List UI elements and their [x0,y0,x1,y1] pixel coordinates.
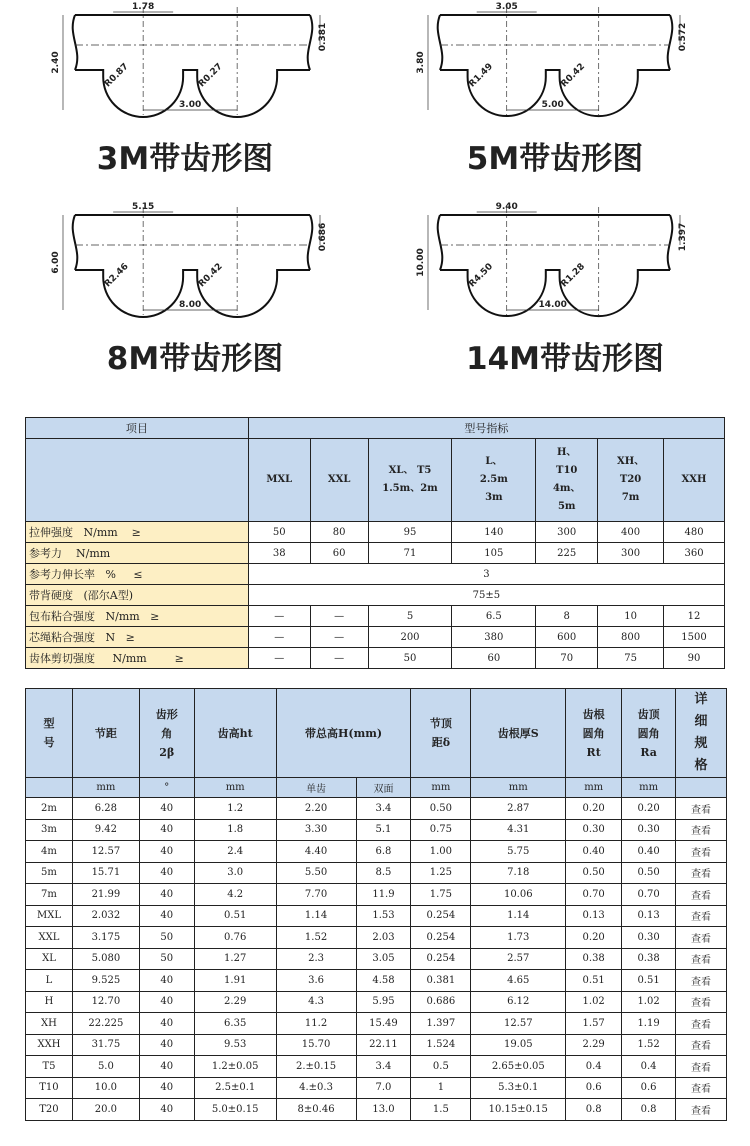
value-cell: 0.254 [411,905,471,927]
view-details-link[interactable]: 查看 [676,841,727,863]
value-cell: 3.05 [356,948,411,970]
value-cell: 40 [139,1056,194,1078]
value-cell: 15.49 [356,1013,411,1035]
value-cell: 1.25 [411,862,471,884]
value-cell: 9.53 [194,1034,276,1056]
spec-value: 140 [452,522,536,543]
value-cell: 4.58 [356,970,411,992]
model-column-header: XXH [664,439,725,522]
top-dimension-label: 3.05 [495,2,518,12]
table-row [26,884,727,906]
value-cell: 22.225 [72,1013,139,1035]
view-details-link[interactable]: 查看 [676,819,727,841]
value-cell: 1.397 [411,1013,471,1035]
model-cell: 3m [26,819,73,841]
spec-value: 5 [368,606,452,627]
value-cell: 4.40 [276,841,356,863]
spec-table [25,417,725,669]
value-cell: 5.0±0.15 [194,1099,276,1121]
value-cell: 1.19 [622,1013,676,1035]
value-cell: 40 [139,884,194,906]
dimension-table [25,688,727,1121]
tip-radius-label: R0.27 [196,61,225,90]
model-cell: T10 [26,1077,73,1099]
root-radius-label: R1.49 [467,61,496,90]
spec-value: — [310,606,368,627]
spec-value: 8 [536,606,598,627]
top-dimension-label: 5.15 [132,202,155,212]
value-cell: 0.30 [566,819,622,841]
model-cell: T20 [26,1099,73,1121]
value-cell: 11.2 [276,1013,356,1035]
header-root-thickness: 齿根厚S [471,689,566,778]
view-details-link[interactable]: 查看 [676,991,727,1013]
header-blank [26,439,249,522]
table-row [26,1099,727,1121]
spec-row-label: 参考力伸长率 % ≤ [26,564,249,585]
value-cell: 12.70 [72,991,139,1013]
header-model: 型号指标 [248,418,724,439]
value-cell: 0.40 [622,841,676,863]
view-details-link[interactable]: 查看 [676,884,727,906]
value-cell: 1.8 [194,819,276,841]
pitch-label: 8.00 [179,300,202,310]
value-cell: 2.4 [194,841,276,863]
value-cell: 0.70 [622,884,676,906]
spec-value: 60 [310,543,368,564]
value-cell: 5.1 [356,819,411,841]
model-column-header: XXL [310,439,368,522]
spec-row [26,606,725,627]
value-cell: 0.254 [411,948,471,970]
value-cell: 40 [139,862,194,884]
model-cell: H [26,991,73,1013]
header-model: 型 号 [26,689,73,778]
value-cell: 9.525 [72,970,139,992]
value-cell: 50 [139,948,194,970]
pitch-label: 3.00 [179,100,202,110]
value-cell: 40 [139,905,194,927]
value-cell: 2.5±0.1 [194,1077,276,1099]
table-row [26,1013,727,1035]
value-cell: 2.87 [471,798,566,820]
value-cell: 6.35 [194,1013,276,1035]
model-column-header: H、 T10 4m、 5m [536,439,598,522]
spec-value: 800 [598,627,664,648]
caption-14m: 14M带齿形图 [466,341,664,377]
spec-value: 50 [248,522,310,543]
value-cell: 5.0 [72,1056,139,1078]
spec-row [26,648,725,669]
spec-value: 95 [368,522,452,543]
value-cell: 1.02 [566,991,622,1013]
spec-row-label: 芯绳粘合强度 N ≥ [26,627,249,648]
value-cell: 1.524 [411,1034,471,1056]
model-cell: 2m [26,798,73,820]
value-cell: 0.20 [566,927,622,949]
value-cell: 0.8 [622,1099,676,1121]
header-total-height: 带总高H(mm) [276,689,411,778]
value-cell: 10.15±0.15 [471,1099,566,1121]
table-row [26,1056,727,1078]
value-cell: 13.0 [356,1099,411,1121]
value-cell: 1.5 [411,1099,471,1121]
table-row [26,841,727,863]
value-cell: 0.20 [566,798,622,820]
header-item: 项目 [26,418,249,439]
value-cell: 0.30 [622,819,676,841]
value-cell: 0.5 [411,1056,471,1078]
model-cell: T5 [26,1056,73,1078]
value-cell: 3.6 [276,970,356,992]
value-cell: 4.31 [471,819,566,841]
value-cell: 3.4 [356,1056,411,1078]
spec-value: — [310,627,368,648]
spec-value: 105 [452,543,536,564]
spec-value: 71 [368,543,452,564]
value-cell: 5.080 [72,948,139,970]
value-cell: 4.65 [471,970,566,992]
model-cell: MXL [26,905,73,927]
view-details-link[interactable]: 查看 [676,1034,727,1056]
model-cell: 5m [26,862,73,884]
value-cell: 40 [139,819,194,841]
table-row [26,798,727,820]
value-cell: 4.3 [276,991,356,1013]
value-cell: 3.30 [276,819,356,841]
value-cell: 40 [139,1034,194,1056]
view-details-link[interactable]: 查看 [676,1099,727,1121]
model-column-header: MXL [248,439,310,522]
value-cell: 0.76 [194,927,276,949]
value-cell: 1.52 [276,927,356,949]
value-cell: 6.8 [356,841,411,863]
header-tooth-height: 齿高ht [194,689,276,778]
view-details-link[interactable]: 查看 [676,1056,727,1078]
value-cell: 10.06 [471,884,566,906]
value-cell: 21.99 [72,884,139,906]
value-cell: 0.50 [566,862,622,884]
value-cell: 4.2 [194,884,276,906]
tip-radius-label: R1.28 [559,261,588,290]
value-cell: 1.14 [276,905,356,927]
table-row [26,905,727,927]
view-details-link[interactable]: 查看 [676,927,727,949]
spec-row [26,627,725,648]
spec-value: 10 [598,606,664,627]
value-cell: 0.30 [622,927,676,949]
value-cell: 11.9 [356,884,411,906]
value-cell: 40 [139,798,194,820]
caption-3m: 3M带齿形图 [96,141,274,177]
value-cell: 19.05 [471,1034,566,1056]
model-cell: 7m [26,884,73,906]
table-row [26,927,727,949]
value-cell: 0.4 [566,1056,622,1078]
spec-row [26,564,725,585]
value-cell: 40 [139,1077,194,1099]
value-cell: 40 [139,841,194,863]
header-root-radius: 齿根 圆角 Rt [566,689,622,778]
value-cell: 7.0 [356,1077,411,1099]
value-cell: 0.40 [566,841,622,863]
value-cell: 31.75 [72,1034,139,1056]
table-row [26,1077,727,1099]
value-cell: 2.57 [471,948,566,970]
root-radius-label: R0.87 [102,61,131,90]
unit-pitch-line: mm [411,778,471,798]
value-cell: 0.51 [194,905,276,927]
spec-value: 12 [664,606,725,627]
spec-row-label: 带背硬度 (邵尔A型) [26,585,249,606]
land-label: 0.381 [318,22,328,52]
value-cell: 0.70 [566,884,622,906]
unit-tooth-height: mm [194,778,276,798]
value-cell: 2.20 [276,798,356,820]
spec-value: 300 [536,522,598,543]
header-angle: 齿形 角 2β [139,689,194,778]
spec-value: 225 [536,543,598,564]
top-dimension-label: 9.40 [495,202,518,212]
header-pitch-line: 节顶 距δ [411,689,471,778]
spec-value: 480 [664,522,725,543]
value-cell: 0.50 [622,862,676,884]
value-cell: 0.38 [622,948,676,970]
value-cell: 0.686 [411,991,471,1013]
value-cell: 5.50 [276,862,356,884]
spec-value: 600 [536,627,598,648]
table-row [26,862,727,884]
root-radius-label: R2.46 [102,261,131,290]
value-cell: 0.75 [411,819,471,841]
value-cell: 0.8 [566,1099,622,1121]
caption-5m: 5M带齿形图 [466,141,644,177]
land-label: 0.686 [318,222,328,252]
value-cell: 2.03 [356,927,411,949]
value-cell: 2.±0.15 [276,1056,356,1078]
value-cell: 1.2±0.05 [194,1056,276,1078]
value-cell: 8.5 [356,862,411,884]
value-cell: 0.51 [622,970,676,992]
value-cell: 0.381 [411,970,471,992]
value-cell: 1.27 [194,948,276,970]
caption-8m: 8M带齿形图 [106,341,284,377]
value-cell: 3.4 [356,798,411,820]
spec-value: — [310,648,368,669]
tip-radius-label: R0.42 [196,261,225,290]
value-cell: 50 [139,927,194,949]
value-cell: 0.6 [622,1077,676,1099]
model-cell: 4m [26,841,73,863]
value-cell: 0.4 [622,1056,676,1078]
spec-value: 400 [598,522,664,543]
value-cell: 5.75 [471,841,566,863]
value-cell: 5.95 [356,991,411,1013]
value-cell: 4.±0.3 [276,1077,356,1099]
table-row [26,819,727,841]
value-cell: 2.29 [194,991,276,1013]
value-cell: 0.254 [411,927,471,949]
tooth-profiles [0,0,750,400]
value-cell: 15.70 [276,1034,356,1056]
land-label: 0.572 [678,22,688,52]
value-cell: 15.71 [72,862,139,884]
land-label: 1.397 [678,222,688,252]
value-cell: 2.032 [72,905,139,927]
height-label: 6.00 [51,251,61,274]
spec-value: 200 [368,627,452,648]
spec-value: — [248,648,310,669]
table-row [26,991,727,1013]
spec-row [26,522,725,543]
spec-row-label: 参考力 N/mm [26,543,249,564]
header-pitch: 节距 [72,689,139,778]
unit-double: 双面 [356,778,411,798]
value-cell: 3.175 [72,927,139,949]
value-cell: 22.11 [356,1034,411,1056]
spec-value: — [248,627,310,648]
unit-angle: ° [139,778,194,798]
spec-value: 60 [452,648,536,669]
spec-value: 380 [452,627,536,648]
value-cell: 0.6 [566,1077,622,1099]
value-cell: 1.52 [622,1034,676,1056]
unit-pitch: mm [72,778,139,798]
unit-root-thickness: mm [471,778,566,798]
spec-value: 75 [598,648,664,669]
view-details-link[interactable]: 查看 [676,905,727,927]
table-row [26,1034,727,1056]
model-column-header: XH、 T20 7m [598,439,664,522]
top-dimension-label: 1.78 [132,2,155,12]
spec-value: 1500 [664,627,725,648]
spec-value: 80 [310,522,368,543]
spec-row [26,585,725,606]
root-radius-label: R4.50 [467,261,496,290]
view-details-link[interactable]: 查看 [676,798,727,820]
value-cell: 5.3±0.1 [471,1077,566,1099]
value-cell: 6.28 [72,798,139,820]
value-cell: 1.73 [471,927,566,949]
value-cell: 7.18 [471,862,566,884]
value-cell: 0.13 [566,905,622,927]
height-label: 2.40 [51,51,61,74]
model-cell: L [26,970,73,992]
value-cell: 40 [139,1013,194,1035]
value-cell: 1.2 [194,798,276,820]
unit-tip-radius: mm [622,778,676,798]
value-cell: 40 [139,970,194,992]
tip-radius-label: R0.42 [559,61,588,90]
spec-value: 360 [664,543,725,564]
value-cell: 0.13 [622,905,676,927]
value-cell: 1 [411,1077,471,1099]
spec-row-label: 拉伸强度 N/mm ≥ [26,522,249,543]
spec-value: 38 [248,543,310,564]
table-row [26,948,727,970]
spec-merged-value: 3 [248,564,724,585]
unit-single: 单齿 [276,778,356,798]
view-details-link[interactable]: 查看 [676,1077,727,1099]
value-cell: 8±0.46 [276,1099,356,1121]
value-cell: 10.0 [72,1077,139,1099]
spec-merged-value: 75±5 [248,585,724,606]
value-cell: 40 [139,1099,194,1121]
height-label: 10.00 [416,248,426,277]
header-details: 详 细 规 格 [676,689,727,778]
value-cell: 1.02 [622,991,676,1013]
value-cell: 0.38 [566,948,622,970]
value-cell: 9.42 [72,819,139,841]
view-details-link[interactable]: 查看 [676,970,727,992]
value-cell: 7.70 [276,884,356,906]
spec-value: — [248,606,310,627]
value-cell: 0.50 [411,798,471,820]
value-cell: 40 [139,991,194,1013]
value-cell: 12.57 [471,1013,566,1035]
spec-row-label: 包布粘合强度 N/mm ≥ [26,606,249,627]
model-column-header: XL、 T5 1.5m、2m [368,439,452,522]
value-cell: 1.53 [356,905,411,927]
model-cell: XH [26,1013,73,1035]
spec-value: 90 [664,648,725,669]
value-cell: 0.20 [622,798,676,820]
height-label: 3.80 [416,51,426,74]
value-cell: 3.0 [194,862,276,884]
value-cell: 20.0 [72,1099,139,1121]
value-cell: 1.57 [566,1013,622,1035]
pitch-label: 14.00 [538,300,567,310]
value-cell: 2.65±0.05 [471,1056,566,1078]
spec-value: 6.5 [452,606,536,627]
spec-value: 70 [536,648,598,669]
value-cell: 2.29 [566,1034,622,1056]
value-cell: 6.12 [471,991,566,1013]
model-cell: XXH [26,1034,73,1056]
unit-blank [676,778,727,798]
value-cell: 1.14 [471,905,566,927]
value-cell: 1.00 [411,841,471,863]
spec-value: 300 [598,543,664,564]
view-details-link[interactable]: 查看 [676,862,727,884]
spec-row [26,543,725,564]
model-column-header: L、 2.5m 3m [452,439,536,522]
pitch-label: 5.00 [541,100,564,110]
spec-value: 50 [368,648,452,669]
table-row [26,970,727,992]
spec-row-label: 齿体剪切强度 N/mm ≥ [26,648,249,669]
view-details-link[interactable]: 查看 [676,948,727,970]
unit-blank [26,778,73,798]
model-cell: XL [26,948,73,970]
value-cell: 2.3 [276,948,356,970]
value-cell: 0.51 [566,970,622,992]
value-cell: 1.91 [194,970,276,992]
unit-root-radius: mm [566,778,622,798]
value-cell: 12.57 [72,841,139,863]
model-cell: XXL [26,927,73,949]
header-tip-radius: 齿顶 圆角 Ra [622,689,676,778]
value-cell: 1.75 [411,884,471,906]
view-details-link[interactable]: 查看 [676,1013,727,1035]
